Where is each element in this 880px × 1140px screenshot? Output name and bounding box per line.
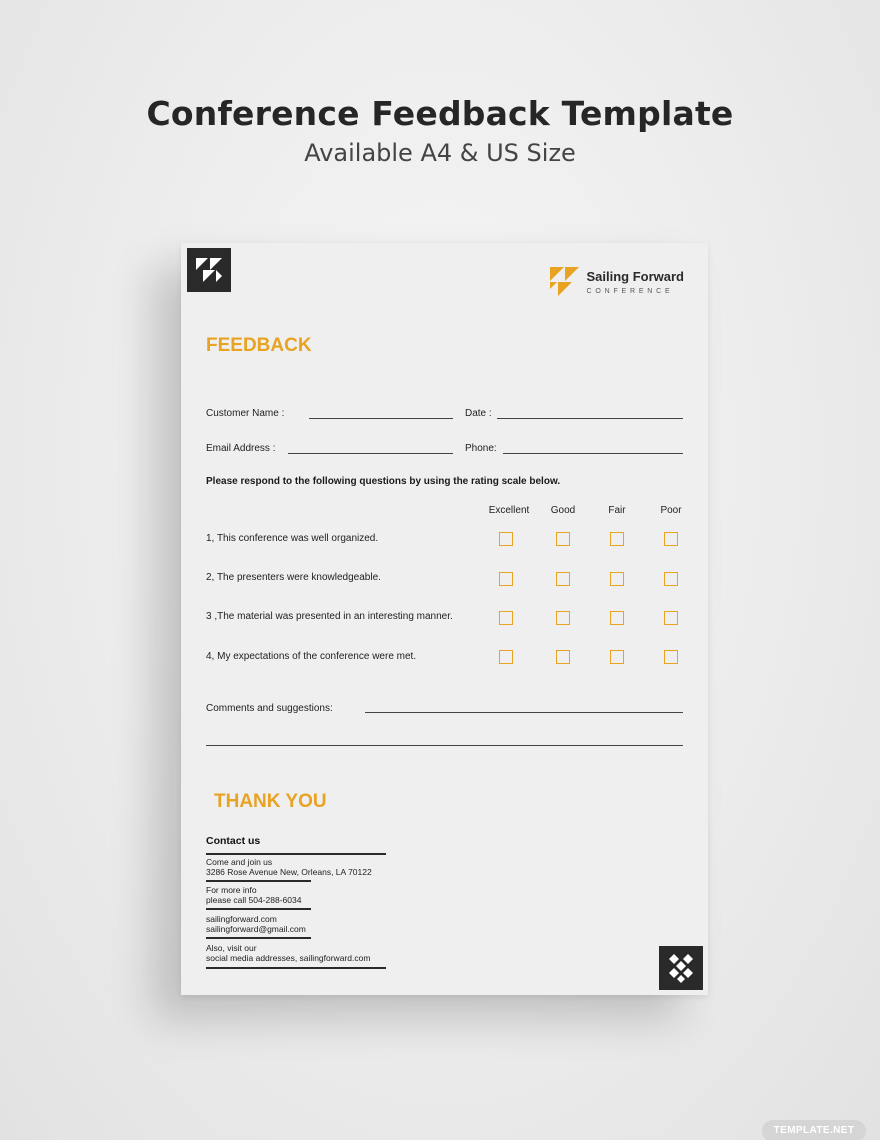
date-field[interactable] bbox=[497, 418, 683, 419]
rating-header-fair: Fair bbox=[608, 505, 626, 516]
feedback-form-sheet bbox=[181, 243, 708, 995]
q4-excellent-checkbox[interactable] bbox=[499, 650, 513, 664]
brand-logo bbox=[550, 267, 684, 297]
q1-good-checkbox[interactable] bbox=[556, 532, 570, 546]
question-3: 3 ,The material was presented in an interesting manner. bbox=[206, 611, 453, 622]
customer-name-field[interactable] bbox=[309, 418, 453, 419]
q4-good-checkbox[interactable] bbox=[556, 650, 570, 664]
contact-social-line2: social media addresses, sailingforward.com bbox=[206, 953, 371, 963]
phone-divider bbox=[206, 908, 311, 910]
contact-heading: Contact us bbox=[206, 835, 261, 847]
q1-poor-checkbox[interactable] bbox=[664, 532, 678, 546]
page-headline: Conference Feedback Template bbox=[146, 94, 734, 133]
q3-good-checkbox[interactable] bbox=[556, 611, 570, 625]
q3-fair-checkbox[interactable] bbox=[610, 611, 624, 625]
phone-field[interactable] bbox=[503, 453, 683, 454]
email-field[interactable] bbox=[288, 453, 453, 454]
phone-label: Phone: bbox=[465, 443, 497, 454]
contact-divider bbox=[206, 853, 386, 855]
rating-header-excellent: Excellent bbox=[488, 505, 530, 516]
comments-line-1[interactable] bbox=[365, 712, 683, 713]
page-subheadline: Available A4 & US Size bbox=[304, 139, 576, 167]
contact-email[interactable]: sailingforward@gmail.com bbox=[206, 924, 306, 934]
email-label: Email Address : bbox=[206, 443, 276, 454]
contact-address-line1: Come and join us bbox=[206, 857, 273, 867]
email-divider bbox=[206, 937, 311, 939]
contact-info-line1: For more info bbox=[206, 885, 257, 895]
thank-you-heading: THANK YOU bbox=[214, 791, 327, 812]
form-title: FEEDBACK bbox=[206, 335, 312, 356]
contact-phone: please call 504-288-6034 bbox=[206, 895, 302, 905]
q1-excellent-checkbox[interactable] bbox=[499, 532, 513, 546]
comments-line-2[interactable] bbox=[206, 745, 683, 746]
contact-social-line1: Also, visit our bbox=[206, 943, 257, 953]
q2-excellent-checkbox[interactable] bbox=[499, 572, 513, 586]
social-divider bbox=[206, 967, 386, 969]
question-1: 1, This conference was well organized. bbox=[206, 533, 379, 544]
q4-poor-checkbox[interactable] bbox=[664, 650, 678, 664]
corner-diamond-icon bbox=[659, 946, 703, 990]
q4-fair-checkbox[interactable] bbox=[610, 650, 624, 664]
rating-instruction: Please respond to the following questions by using the rating scale below. bbox=[206, 476, 561, 487]
q2-fair-checkbox[interactable] bbox=[610, 572, 624, 586]
q1-fair-checkbox[interactable] bbox=[610, 532, 624, 546]
question-2: 2, The presenters were knowledgeable. bbox=[206, 572, 381, 583]
address-divider bbox=[206, 880, 311, 882]
rating-header-good: Good bbox=[550, 505, 576, 516]
template-watermark: TEMPLATE.NET bbox=[762, 1120, 866, 1140]
brand-triangles-icon bbox=[550, 267, 580, 297]
contact-address-line2: 3286 Rose Avenue New, Orleans, LA 70122 bbox=[206, 867, 372, 877]
rating-header-poor: Poor bbox=[660, 505, 682, 516]
customer-name-label: Customer Name : bbox=[206, 408, 285, 419]
corner-logo-icon bbox=[187, 248, 231, 292]
q2-good-checkbox[interactable] bbox=[556, 572, 570, 586]
q3-excellent-checkbox[interactable] bbox=[499, 611, 513, 625]
brand-tagline: CONFERENCE bbox=[586, 287, 674, 295]
brand-name: Sailing Forward bbox=[586, 268, 684, 284]
comments-label: Comments and suggestions: bbox=[206, 703, 333, 714]
q3-poor-checkbox[interactable] bbox=[664, 611, 678, 625]
q2-poor-checkbox[interactable] bbox=[664, 572, 678, 586]
question-4: 4, My expectations of the conference were met. bbox=[206, 651, 417, 662]
contact-website[interactable]: sailingforward.com bbox=[206, 914, 277, 924]
date-label: Date : bbox=[465, 408, 492, 419]
